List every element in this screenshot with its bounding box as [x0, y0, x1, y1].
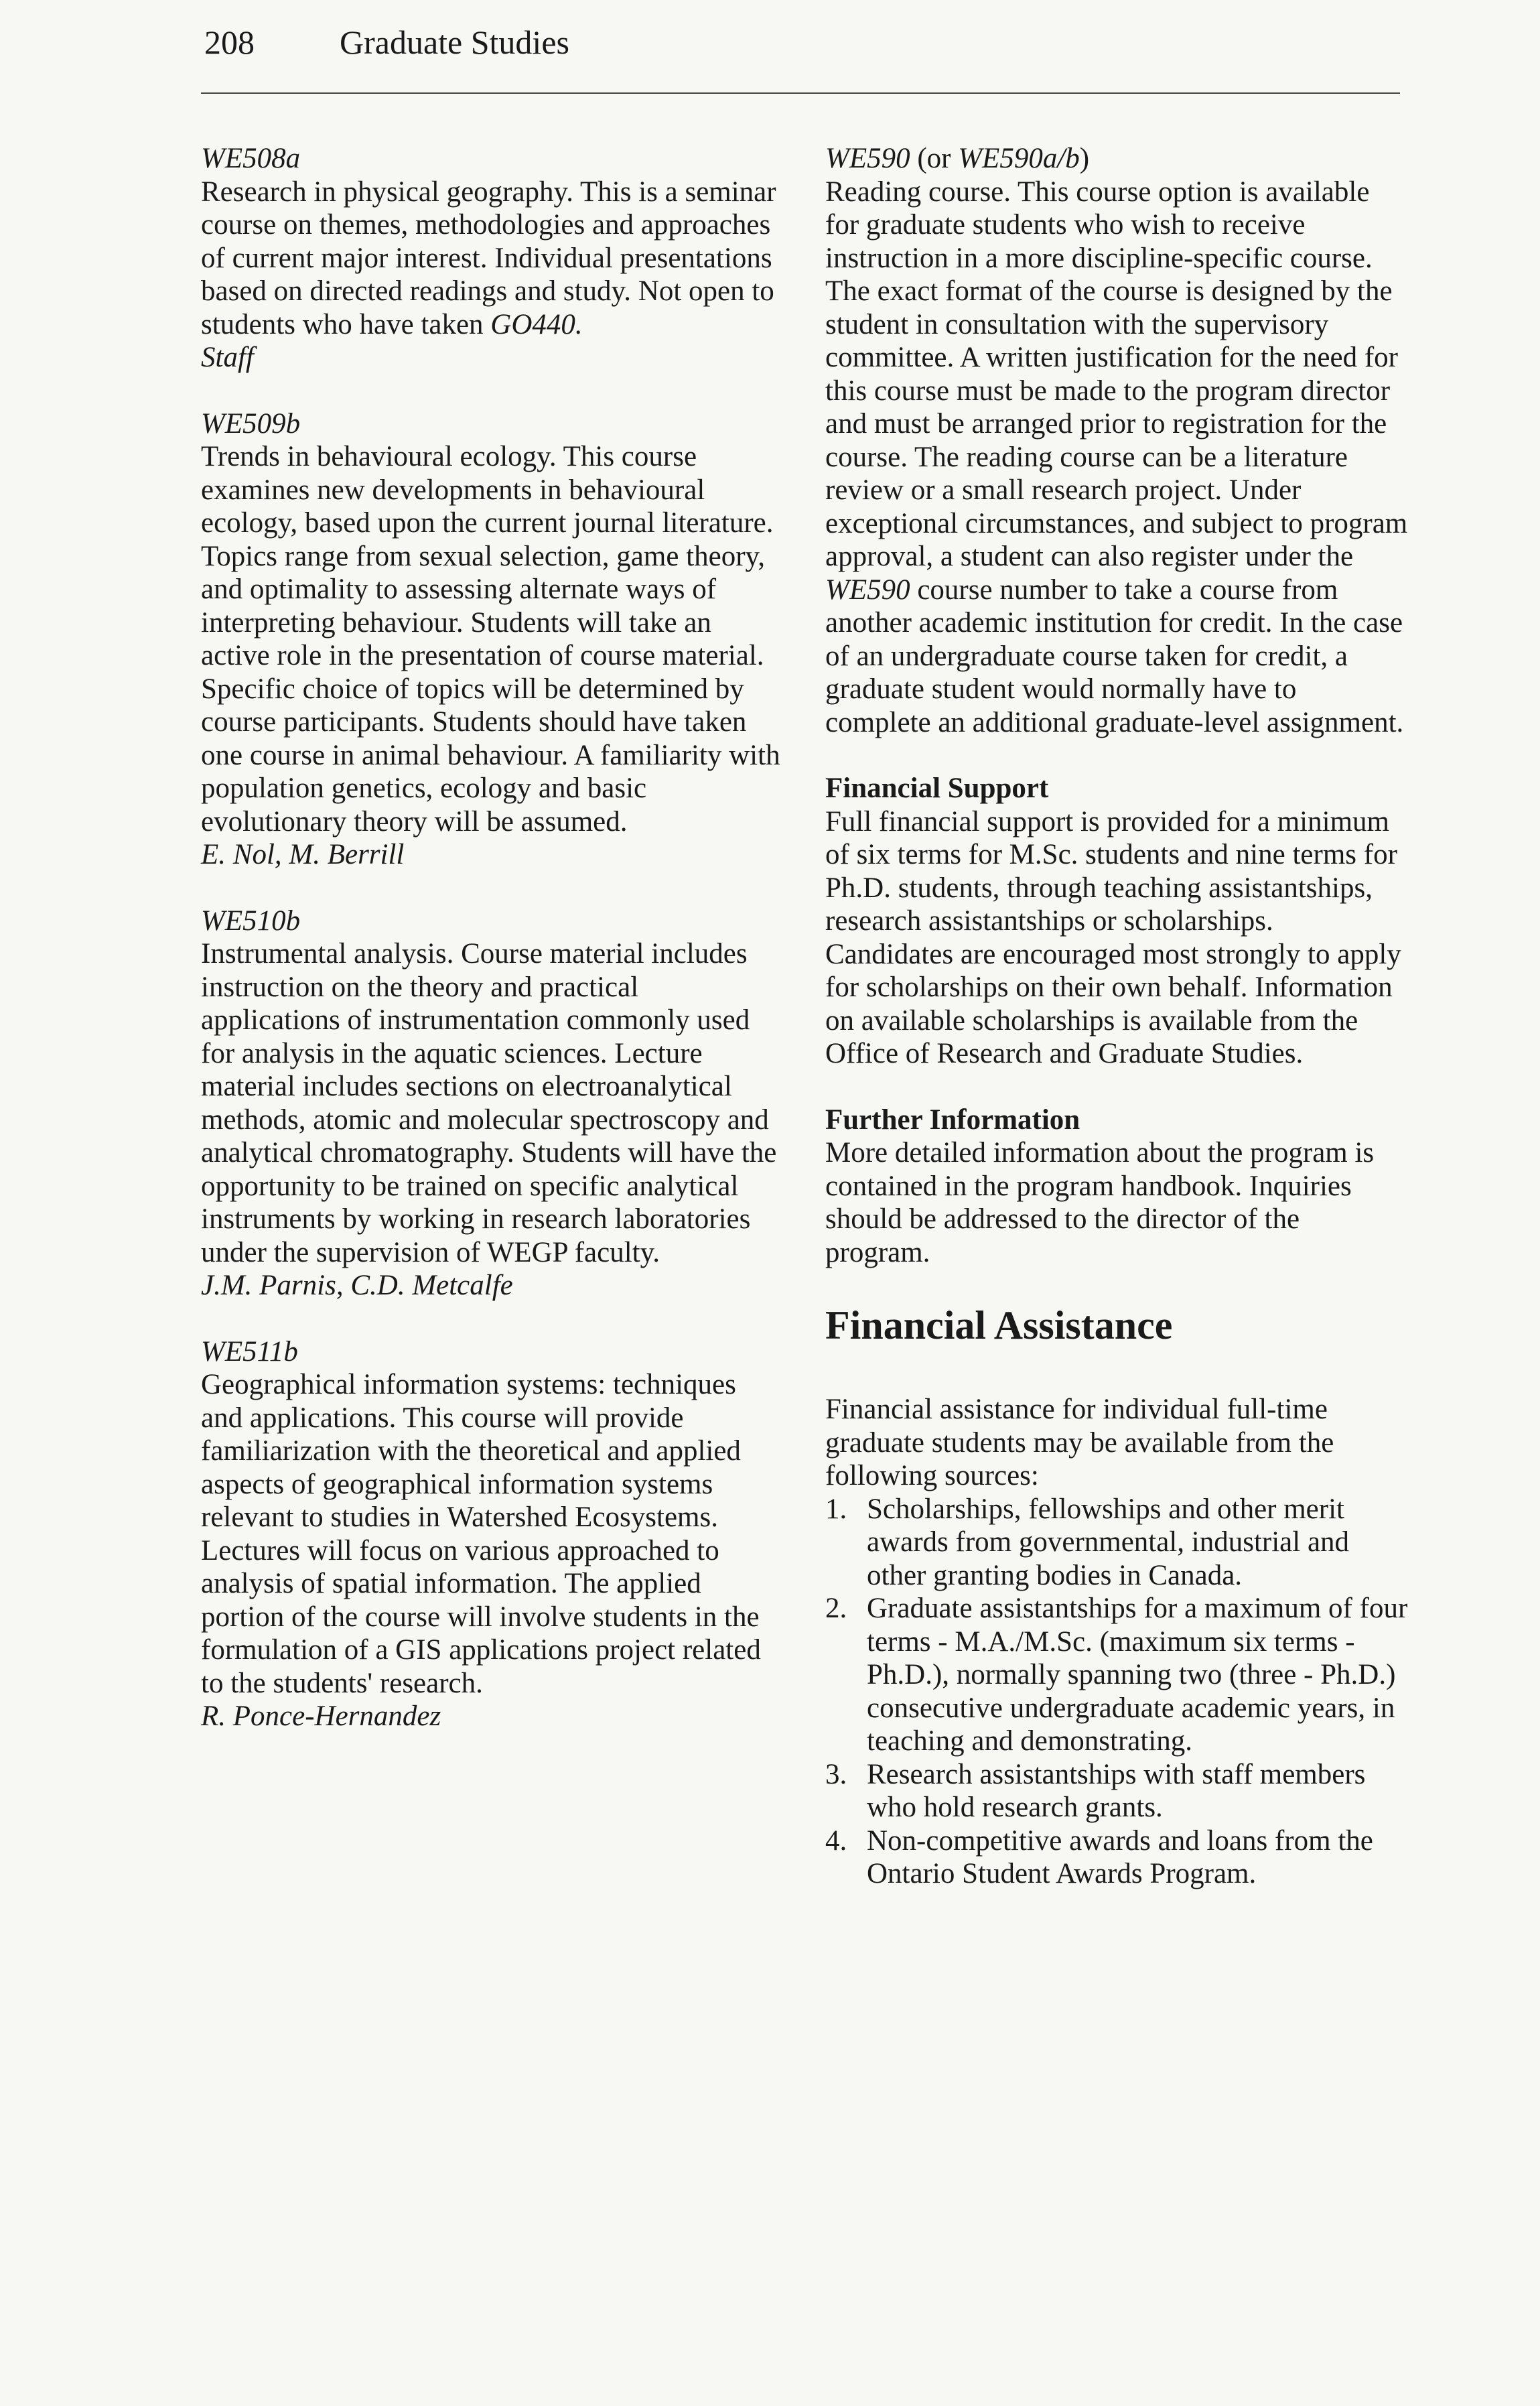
- funding-sources-list: [825, 1493, 1408, 1891]
- list-item-number: 3.: [825, 1758, 847, 1790]
- financial-assistance-intro: Financial assistance for individual full-time graduate students may be available from the following sources:: [825, 1394, 1334, 1491]
- section-heading: Financial Support: [825, 773, 1049, 804]
- course-code: WE510b: [201, 905, 301, 937]
- course-entry-we511b: [201, 1335, 784, 1733]
- course-entry-we509b: [201, 407, 784, 872]
- course-description: [201, 176, 784, 342]
- section-body: Full financial support is provided for a minimum of six terms for M.Sc. students and nine terms for Ph.D. students, through teaching assistantships, research assistantships or scholarships. Candidates are encouraged most strongly to apply for scholarships on their own behalf. Information on available scholarships is available from the Office of Research and Graduate Studies.: [825, 805, 1401, 1069]
- course-description-text: course number to take a course from another academic institution for credit. In the case of an undergraduate course taken for credit, a graduate student would normally have to complete an additional graduate-level assignment.: [825, 574, 1404, 738]
- course-code-line: [825, 142, 1408, 176]
- course-instructor: R. Ponce-Hernandez: [201, 1700, 441, 1732]
- course-description: Geographical information systems: techniques and applications. This course will provide familiarization with the theoretical and applied aspects of geographical information systems relevant to studies in Watershed Ecosystems. Lectures will focus on various approached to analysis of spatial information. The applied portion of the course will involve students in the formulation of a GIS applications project related to the students' research.: [201, 1369, 761, 1699]
- course-code: WE509b: [201, 407, 301, 440]
- course-code: WE511b: [201, 1335, 298, 1367]
- course-instructor: Staff: [201, 342, 254, 373]
- page-number: 208: [204, 23, 255, 61]
- course-entry-we510b: [201, 905, 784, 1302]
- list-item-number: 4.: [825, 1824, 847, 1857]
- list-item: [825, 1758, 1408, 1824]
- running-head: Graduate Studies: [340, 23, 569, 61]
- course-code: WE590: [825, 143, 910, 174]
- right-column: [825, 142, 1408, 1891]
- financial-support-section: [825, 772, 1408, 1071]
- course-description-text: Reading course. This course option is available for graduate students who wish to receive instruction in a more discipline-specific course. The exact format of the course is designed by the student in consultation with the supervisory committee. A written justification for the need for this course must be made to the program director and must be arranged prior to registration for the course. The reading course can be a literature review or a small research project. Under exceptional circumstances, and subject to program approval, a student can also register under the: [825, 176, 1408, 572]
- list-item-number: 1.: [825, 1493, 847, 1525]
- header-rule: [201, 92, 1400, 94]
- course-instructor: E. Nol, M. Berrill: [201, 839, 405, 870]
- course-entry-we508a: [201, 142, 784, 375]
- financial-assistance-heading: Financial Assistance: [825, 1303, 1173, 1347]
- course-entry-we590: [825, 142, 1408, 739]
- course-description-text: Research in physical geography. This is a seminar course on themes, methodologies and approaches of current major interest. Individual presentations based on directed readings and study. Not open to students who have taken: [201, 176, 776, 340]
- course-code: WE508a: [201, 143, 301, 174]
- section-body: More detailed information about the program is contained in the program handbook. Inquiries should be addressed to the director of the program.: [825, 1137, 1375, 1268]
- section-heading: Further Information: [825, 1104, 1080, 1136]
- left-column: [201, 142, 784, 1766]
- course-description: [825, 176, 1408, 740]
- course-description: Instrumental analysis. Course material includes instruction on the theory and practical applications of instrumentation commonly used for analysis in the aquatic sciences. Lecture material includes sections on electroanalytical methods, atomic and molecular spectroscopy and analytical chromatography. Students will have the opportunity to be trained on specific analytical instruments by working in research laboratories under the supervision of WEGP faculty.: [201, 938, 777, 1268]
- list-item-text: Research assistantships with staff members who hold research grants.: [867, 1758, 1366, 1823]
- course-code-alt-suffix: ): [1079, 143, 1090, 174]
- course-code-alt: WE590a/b: [958, 143, 1080, 174]
- course-reference: GO440.: [490, 308, 583, 340]
- list-item-text: Non-competitive awards and loans from the Ontario Student Awards Program.: [867, 1824, 1373, 1889]
- list-item: [825, 1824, 1408, 1891]
- course-description: Trends in behavioural ecology. This course examines new developments in behavioural ecology, based upon the current journal literature. Topics range from sexual selection, game theory, and optimality to assessing alternate ways of interpreting behaviour. Students will take an active role in the presentation of course material. Specific choice of topics will be determined by course participants. Students should have taken one course in animal behaviour. A familiarity with population genetics, ecology and basic evolutionary theory will be assumed.: [201, 441, 780, 838]
- list-item: [825, 1592, 1408, 1758]
- further-information-section: [825, 1104, 1408, 1270]
- list-item-number: 2.: [825, 1593, 847, 1624]
- list-item-text: Scholarships, fellowships and other merit awards from governmental, industrial and other granting bodies in Canada.: [867, 1493, 1350, 1591]
- course-instructor: J.M. Parnis, C.D. Metcalfe: [201, 1270, 513, 1301]
- course-reference: WE590: [825, 574, 910, 606]
- list-item: [825, 1493, 1408, 1593]
- course-code-alt-prefix: (or: [917, 143, 951, 174]
- list-item-text: Graduate assistantships for a maximum of four terms - M.A./M.Sc. (maximum six terms - Ph.D.), normally spanning two (three - Ph.D.) consecutive undergraduate academic years, in teaching and demonstrating.: [867, 1593, 1408, 1757]
